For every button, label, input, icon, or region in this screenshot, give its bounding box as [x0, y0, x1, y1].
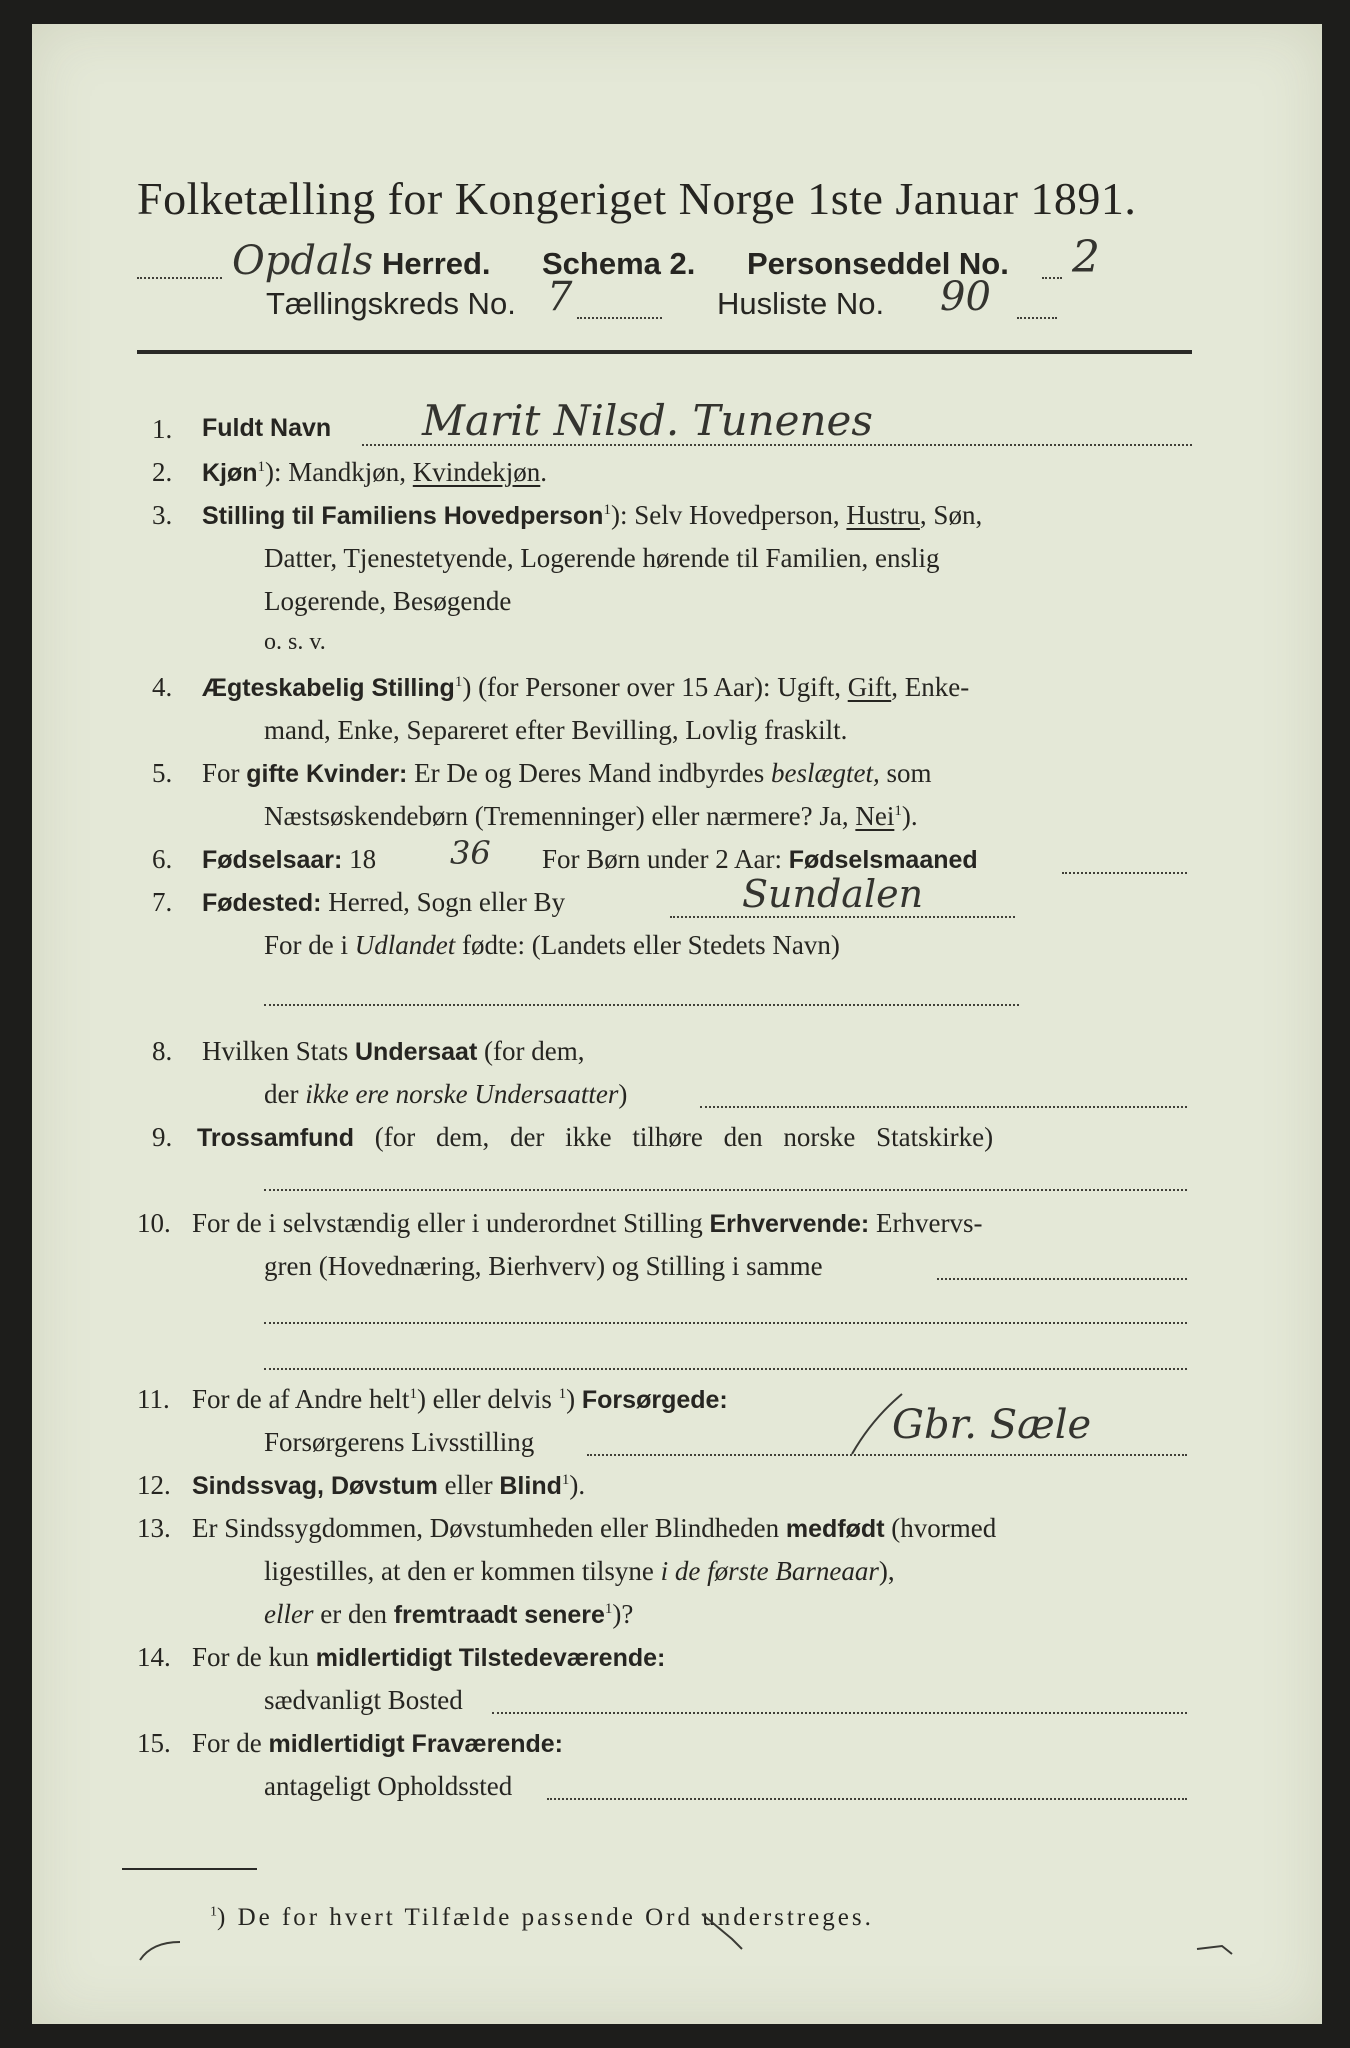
q8-italic: ikke ere norske Undersaatter: [305, 1079, 619, 1109]
q12-number: 12.: [137, 1470, 171, 1500]
q13-italic: i de første Barneaar: [660, 1556, 879, 1586]
herred-label: Herred.: [382, 246, 491, 281]
q5-number: 5.: [152, 758, 173, 788]
q11-number: 11.: [137, 1384, 170, 1414]
q13-label: medfødt: [785, 1515, 885, 1543]
q1-value: Marit Nilsd. Tunenes: [422, 396, 873, 445]
q13-line3-italic: eller: [264, 1599, 314, 1629]
q3-line3: Logerende, Besøgende: [264, 586, 512, 616]
q5-italic: beslægtet,: [771, 758, 880, 788]
q3-line4: o. s. v.: [264, 629, 326, 655]
q7-italic: Udlandet: [354, 930, 456, 960]
q10-label: Erhvervende:: [709, 1210, 870, 1238]
q4-sup: 1: [454, 674, 463, 690]
q5-line1-end: som: [886, 758, 932, 788]
q2-label: Kjøn: [202, 459, 258, 487]
q13-number: 13.: [137, 1513, 171, 1543]
q12-end: ).: [569, 1470, 586, 1500]
footnote-sup: 1: [210, 1904, 217, 1920]
q11-value: Gbr. Sæle: [892, 1402, 1092, 1448]
q12-sup: 1: [561, 1472, 570, 1488]
q4-line1-post: , Enke-: [891, 672, 970, 702]
q5-line2-end: ).: [901, 801, 918, 831]
q13-line3-end: )?: [612, 1599, 634, 1629]
q9-rest: (for dem, der ikke tilhøre den norske Statskirke): [374, 1122, 994, 1152]
q2-rest: ): Mandkjøn,: [265, 457, 407, 487]
q5-underlined: Nei: [855, 801, 895, 831]
q2-number: 2.: [152, 457, 173, 487]
q11-sup2: 1: [558, 1386, 567, 1402]
q6-label: Fødselsaar:: [202, 846, 343, 874]
kreds-value: 7: [547, 274, 573, 320]
q9-number: 9.: [152, 1122, 173, 1152]
q15-line2: antageligt Opholdssted: [264, 1771, 513, 1801]
schema-label: Schema 2.: [542, 246, 696, 281]
q13-line3-sup: 1: [604, 1601, 613, 1617]
q5-line2-pre: Næstsøskendebørn (Tremenninger) eller nærmere? Ja,: [264, 801, 849, 831]
q4-underlined: Gift: [847, 672, 892, 702]
q3-line1-pre: ): Selv Hovedperson,: [610, 500, 840, 530]
q12-label2: Blind: [499, 1472, 562, 1500]
q13-line3-label: fremtraadt senere: [393, 1601, 605, 1629]
q6-label2: Fødselsmaaned: [788, 846, 978, 874]
q10-number: 10.: [137, 1208, 171, 1238]
q13-pre: Er Sindssygdommen, Døvstumheden eller Blindheden: [192, 1513, 780, 1543]
q6-number: 6.: [152, 844, 173, 874]
q8-label: Undersaat: [355, 1038, 478, 1066]
q7-line2-post: fødte: (Landets eller Stedets Navn): [462, 930, 840, 960]
q4-label: Ægteskabelig Stilling: [202, 674, 455, 702]
q14-line2: sædvanligt Bosted: [264, 1685, 463, 1715]
q5-label: gifte Kvinder:: [246, 760, 408, 788]
q4-line2: mand, Enke, Separeret efter Bevilling, Lovlig fraskilt.: [264, 715, 848, 745]
q5-line1-post: Er De og Deres Mand indbyrdes: [414, 758, 765, 788]
q8-line1-pre: Hvilken Stats: [202, 1036, 349, 1066]
footnote-text: ) De for hvert Tilfælde passende Ord understreges.: [217, 1904, 874, 1931]
q3-underlined: Hustru: [846, 500, 920, 530]
husliste-label: Husliste No.: [717, 286, 885, 321]
q7-number: 7.: [152, 887, 173, 917]
q13-line3-pre: er den: [320, 1599, 387, 1629]
q9-label: Trossamfund: [197, 1124, 354, 1152]
q14-pre: For de kun: [192, 1642, 309, 1672]
q7-value: Sundalen: [742, 872, 924, 916]
q7-line2-pre: For de i: [264, 930, 348, 960]
pen-marks: [32, 24, 1322, 2024]
q11-mid: ) eller delvis: [416, 1384, 552, 1414]
q15-number: 15.: [137, 1728, 171, 1758]
q13-post: (hvormed: [891, 1513, 997, 1543]
q5-sup: 1: [894, 803, 902, 819]
q11-label: Forsørgede:: [581, 1386, 728, 1414]
q4-number: 4.: [152, 672, 173, 702]
form-title: Folketælling for Kongeriget Norge 1ste Januar 1891.: [137, 173, 1137, 224]
q6-value: 36: [450, 834, 491, 872]
q3-sup: 1: [603, 502, 611, 518]
q7-rest: Herred, Sogn eller By: [328, 887, 566, 917]
q14-label: midlertidigt Tilstedeværende:: [315, 1644, 666, 1672]
q2-underlined: Kvindekjøn: [412, 457, 541, 487]
q8-line2-end: ): [618, 1079, 628, 1109]
q8-line2-pre: der: [264, 1079, 299, 1109]
q11-sup1: 1: [409, 1386, 417, 1402]
q10-pre: For de i selvstændig eller i underordnet Stilling: [192, 1208, 703, 1238]
q6-rest: For Børn under 2 Aar:: [542, 844, 782, 874]
husliste-value: 90: [940, 274, 991, 320]
q5-pre: For: [202, 758, 240, 788]
q3-label: Stilling til Familiens Hovedperson: [202, 502, 604, 530]
q10-post: Erhvervs-: [876, 1208, 983, 1238]
personseddel-label: Personseddel No.: [747, 246, 1009, 281]
q8-line1-post: (for dem,: [484, 1036, 585, 1066]
q12-label: Sindssvag, Døvstum: [192, 1472, 438, 1500]
q3-line1-post: , Søn,: [919, 500, 983, 530]
q2-sup: 1: [257, 459, 266, 475]
q7-label: Fødested:: [202, 889, 322, 917]
personseddel-value: 2: [1072, 232, 1100, 283]
q6-prefix: 18: [349, 844, 377, 874]
q13-line2-end: ),: [878, 1556, 895, 1586]
q3-number: 3.: [152, 500, 173, 530]
herred-value: Opdals: [232, 238, 374, 284]
q3-line2: Datter, Tjenestetyende, Logerende hørende til Familien, enslig: [264, 543, 940, 573]
q14-number: 14.: [137, 1642, 171, 1672]
kreds-label: Tællingskreds No.: [266, 286, 516, 321]
census-form-page: [32, 24, 1322, 2024]
q11-line2: Forsørgerens Livsstilling: [264, 1427, 535, 1457]
q4-line1-pre: ) (for Personer over 15 Aar): Ugift,: [462, 672, 841, 702]
q8-number: 8.: [152, 1036, 173, 1066]
q10-line2: gren (Hovednæring, Bierhverv) og Stilling i samme: [264, 1251, 823, 1281]
q12-mid: eller: [444, 1470, 493, 1500]
q1-label: Fuldt Navn: [202, 414, 332, 442]
q11-pre: For de af Andre helt: [192, 1384, 410, 1414]
q2-end: .: [540, 457, 548, 487]
q15-pre: For de: [192, 1728, 262, 1758]
q13-line2-pre: ligestilles, at den er kommen tilsyne: [264, 1556, 654, 1586]
q11-mid2: ): [566, 1384, 576, 1414]
q15-label: midlertidigt Fraværende:: [268, 1730, 563, 1758]
q1-number: 1.: [152, 414, 173, 444]
